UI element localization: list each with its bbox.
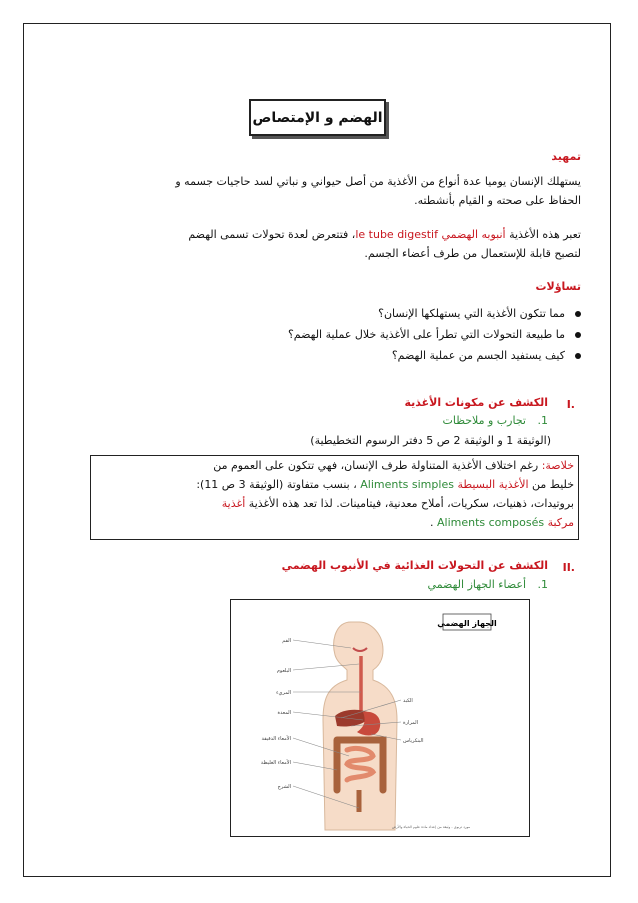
simple-foods-term: الأغذية البسيطة (457, 478, 529, 491)
label-small-intestine: الأمعاء الدقيقة (261, 736, 291, 742)
aliments-composes-term: Aliments composés (437, 516, 545, 529)
page-title: الهضم و الإمتصاص (252, 109, 383, 126)
label-anus: الشرج (277, 784, 291, 790)
question-item: كيف يستفيد الجسم من عملية الهضم؟ (392, 349, 581, 362)
section-1-heading: الكشف عن مكونات الأغذية (404, 396, 548, 409)
intro-heading: تمهيد (551, 150, 581, 163)
label-pharynx: البلعوم (276, 668, 291, 674)
digestive-system-illustration (231, 600, 529, 836)
intro-line-1: يستهلك الإنسان يوميا عدة أنواع من الأغذية من أصل حيواني و نباتي لسد حاجيات جسمه و (175, 175, 581, 188)
bullet-icon (575, 332, 581, 338)
composite-foods-term-1: أغذية (221, 497, 246, 510)
intro-line-3 (188, 226, 581, 244)
questions-heading: تساؤلات (535, 280, 581, 293)
section-1-sub-heading: تجارب و ملاحظات (442, 414, 526, 427)
question-item: مما تتكون الأغذية التي يستهلكها الإنسان؟ (378, 307, 581, 320)
figure-title: الجهاز الهضمي (437, 619, 497, 628)
figure-footer: مورد تربوي - وثيقة من إعداد مادة علوم الحياة والأرض (391, 825, 471, 829)
tube-digestif-term: أنبوبه الهضمي le tube digestif (355, 228, 506, 241)
summary-line-2: خليط من الأغذية البسيطة Aliments simples ، بنسب متفاوتة (الوثيقة 3 ص 11): (196, 478, 574, 491)
label-liver: الكبد (403, 698, 413, 704)
label-pancreas: البنكرياس (403, 738, 424, 744)
label-gallbladder: المرارة (403, 720, 418, 726)
digestive-system-figure (230, 599, 530, 837)
label-large-intestine: الأمعاء الغليظة (260, 760, 291, 766)
section-1-numeral: I. (566, 398, 575, 411)
section-2-heading: الكشف عن التحولات الغذائية في الأنبوب الهضمي (281, 559, 548, 572)
label-esophagus: المريء (276, 690, 291, 696)
aliments-simples-term: Aliments simples (360, 478, 454, 491)
composite-foods-term-2: مركبة (547, 516, 574, 529)
section-1-reference: (الوثيقة 1 و الوثيقة 2 ص 5 دفتر الرسوم التخطيطية) (310, 434, 551, 447)
section-1-sub-number: .1 (537, 414, 548, 427)
label-stomach: المعدة (277, 710, 291, 716)
intro-line-4: لتصبح قابلة للإستعمال من طرف أعضاء الجسم. (364, 247, 581, 260)
label-mouth: الفم (282, 638, 291, 644)
summary-line-1: خلاصة: رغم اختلاف الأغذية المتناولة طرف الإنسان، فهي تتكون على العموم من (213, 459, 574, 472)
section-2-numeral: II. (562, 561, 575, 574)
intro-line-2: الحفاظ على صحته و القيام بأنشطته. (414, 194, 581, 207)
summary-line-3: بروتيدات، ذهنيات، سكريات، أملاح معدنية، فيتامينات. لذا تعد هذه الأغذية أغذية (221, 497, 574, 510)
bullet-icon (575, 353, 581, 359)
question-item: ما طبيعة التحولات التي تطرأ على الأغذية خلال عملية الهضم؟ (288, 328, 581, 341)
intro-line-3-start: تعبر هذه الأغذية (505, 228, 581, 241)
title-box (249, 99, 386, 136)
summary-line-4: مركبة Aliments composés . (430, 516, 574, 529)
section-2-sub-number: .1 (537, 578, 548, 591)
intro-line-3-end: ، فتتعرض لعدة تحولات تسمى الهضم (188, 228, 356, 241)
section-2-sub-heading: أعضاء الجهاز الهضمي (427, 578, 526, 591)
bullet-icon (575, 311, 581, 317)
summary-label: خلاصة: (541, 459, 574, 472)
